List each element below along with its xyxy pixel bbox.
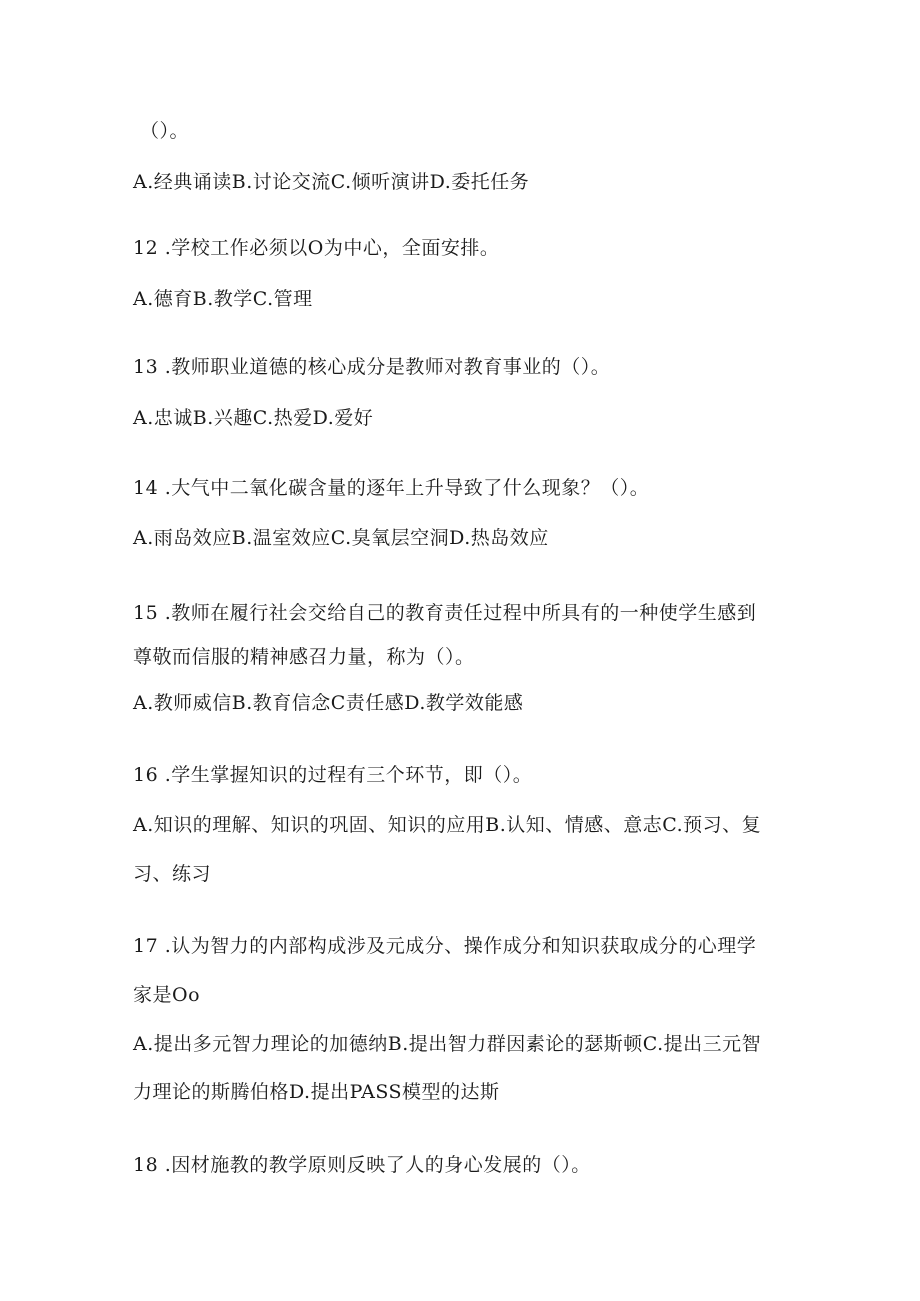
q15-stem-line2: 尊敬而信服的精神感召力量，称为（）。 <box>133 646 475 668</box>
q11-options: A.经典诵读B.讨论交流C.倾听演讲D.委托任务 <box>133 171 530 193</box>
q14-options: A.雨岛效应B.温室效应C.臭氧层空洞D.热岛效应 <box>133 527 549 549</box>
q12-options: A.德育B.教学C.管理 <box>133 288 313 310</box>
q17-options-line2: 力理论的斯腾伯格D.提出PASS模型的达斯 <box>133 1081 500 1103</box>
q15-stem-line1: 15 .教师在履行社会交给自己的教育责任过程中所具有的一种使学生感到 <box>133 602 757 624</box>
q13-stem: 13 .教师职业道德的核心成分是教师对教育事业的（）。 <box>133 356 611 378</box>
q18-stem: 18 .因材施教的教学原则反映了人的身心发展的（）。 <box>133 1154 591 1176</box>
q17-options-line1: A.提出多元智力理论的加德纳B.提出智力群因素论的瑟斯顿C.提出三元智 <box>133 1033 762 1055</box>
q13-options: A.忠诚B.兴趣C.热爱D.爱好 <box>133 407 374 429</box>
q17-stem-line1: 17 .认为智力的内部构成涉及元成分、操作成分和知识获取成分的心理学 <box>133 935 757 957</box>
q14-stem: 14 .大气中二氧化碳含量的逐年上升导致了什么现象？（）。 <box>133 477 650 499</box>
q11-stem-tail: （）。 <box>140 120 190 142</box>
q16-stem: 16 .学生掌握知识的过程有三个环节，即（）。 <box>133 764 533 786</box>
q16-options-line1: A.知识的理解、知识的巩固、知识的应用B.认知、情感、意志C.预习、复 <box>133 814 762 836</box>
q15-options: A.教师威信B.教育信念C责任感D.教学效能感 <box>133 692 524 714</box>
q16-options-line2: 习、练习 <box>133 863 212 885</box>
q17-stem-line2: 家是Oo <box>133 984 201 1006</box>
q12-stem: 12 .学校工作必须以O为中心，全面安排。 <box>133 237 500 259</box>
